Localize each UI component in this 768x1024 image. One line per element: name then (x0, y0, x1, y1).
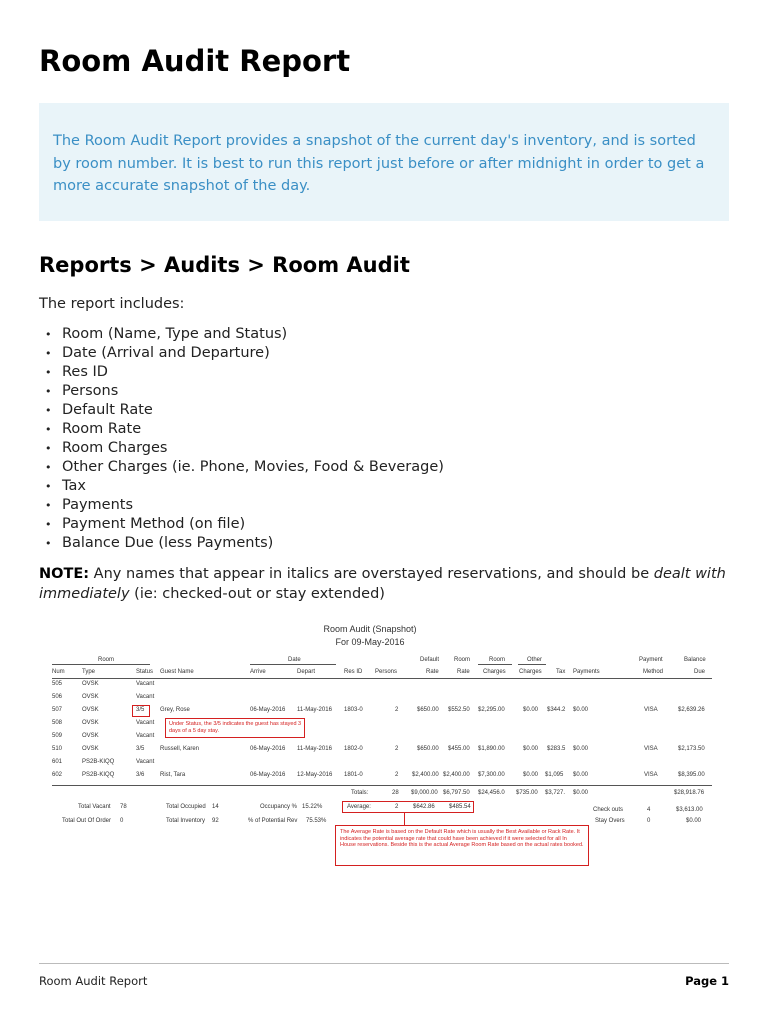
cell-persons: 2 (395, 707, 399, 713)
average-persons: 2 (395, 804, 399, 810)
cell-other-charges: $0.00 (523, 707, 539, 713)
cell-status: Vacant (136, 694, 155, 700)
list-item: • Tax (45, 477, 444, 496)
divider (518, 664, 546, 665)
list-item: • Payments (45, 496, 444, 515)
cell-type: PS2B-KIQQ (82, 772, 115, 778)
cell-method: VISA (644, 707, 658, 713)
cell-depart: 11-May-2016 (297, 746, 332, 752)
table-row (40, 759, 720, 769)
page-number: Page 1 (685, 974, 729, 988)
info-text: The Room Audit Report provides a snapshot of the current day's inventory, and is sorted by room number. It is best to run this report just before or after midnight in order to get a more accurate snapshot of the day. (53, 133, 705, 194)
cell-persons: 2 (395, 772, 399, 778)
group-header-default: Default (420, 657, 440, 663)
table-row (40, 733, 720, 743)
cell-status: 3/6 (136, 772, 145, 778)
status-highlight-box (132, 705, 150, 717)
cell-payments: $0.00 (573, 746, 589, 752)
footer-divider (39, 963, 729, 964)
page-title: Room Audit Report (39, 44, 351, 78)
group-header-room-charges: Room (489, 657, 506, 663)
cell-num: 510 (52, 746, 63, 752)
cell-guest: Rist, Tara (160, 772, 186, 778)
status-annotation-text: Under Status, the 3/5 indicates the guest has stayed 3 days of a 5 day stay. (169, 721, 302, 734)
col-method: Method (643, 669, 664, 675)
average-rate: $642.86 (413, 804, 435, 810)
note-paragraph (39, 565, 729, 604)
col-roomrate: Rate (457, 669, 470, 675)
room-audit-report-image (40, 620, 720, 880)
cell-type: OVSK (82, 720, 99, 726)
col-due: Due (694, 669, 706, 675)
group-header-room: Room (98, 657, 115, 663)
cell-charges: $7,300.00 (478, 772, 505, 778)
cell-due: $8,395.00 (678, 772, 705, 778)
col-type: Type (82, 669, 96, 675)
totals-label: Totals: (351, 790, 369, 796)
cell-arrive: 06-May-2016 (250, 707, 286, 713)
info-callout (39, 103, 729, 221)
cell-arrive: 06-May-2016 (250, 746, 286, 752)
stayovers-amount: $0.00 (686, 818, 702, 824)
intro-text: The report includes: (39, 296, 185, 312)
checkouts-count: 4 (647, 807, 651, 813)
cell-num: 602 (52, 772, 63, 778)
cell-tax: $344.2 (547, 707, 566, 713)
cell-num: 507 (52, 707, 63, 713)
divider (478, 664, 512, 665)
cell-persons: 2 (395, 746, 399, 752)
cell-roomrate: $455.00 (448, 746, 470, 752)
cell-other-charges: $0.00 (523, 772, 539, 778)
cell-type: OVSK (82, 681, 99, 687)
col-guest: Guest Name (160, 669, 194, 675)
list-item: • Room Rate (45, 420, 444, 439)
cell-payments: $0.00 (573, 772, 589, 778)
cell-depart: 12-May-2016 (297, 772, 333, 778)
col-arrive: Arrive (250, 669, 266, 675)
cell-roomrate: $2,400.00 (443, 772, 470, 778)
table-row (40, 681, 720, 691)
cell-type: OVSK (82, 746, 99, 752)
report-title: Room Audit (Snapshot) (323, 624, 417, 634)
group-header-room-rate: Room (454, 657, 471, 663)
divider (52, 664, 150, 665)
cell-resid: 1803-0 (344, 707, 363, 713)
col-rate: Rate (426, 669, 439, 675)
cell-resid: 1802-0 (344, 746, 363, 752)
cell-depart: 11-May-2016 (297, 707, 332, 713)
total-vacant-label: Total Vacant (78, 804, 111, 810)
group-header-date: Date (288, 657, 301, 663)
cell-type: OVSK (82, 733, 99, 739)
note-text-1: Any names that appear in italics are overstayed reservations, and should be (89, 566, 654, 582)
col-resid: Res ID (344, 669, 363, 675)
list-item: • Persons (45, 382, 444, 401)
list-item: • Payment Method (on file) (45, 515, 444, 534)
table-row (40, 694, 720, 704)
col-num: Num (52, 669, 65, 675)
total-ooo-label: Total Out Of Order (62, 818, 112, 824)
group-header-other: Other (527, 657, 543, 663)
col-persons: Persons (375, 669, 398, 675)
note-label: NOTE: (39, 566, 90, 582)
cell-charges: $1,890.00 (478, 746, 505, 752)
note-text-2: (ie: checked-out or stay extended) (129, 585, 385, 602)
average-highlight-box (342, 801, 474, 813)
totals-rate: $9,000.00 (411, 790, 438, 796)
group-header-payment: Payment (639, 657, 663, 663)
total-inventory-value: 92 (212, 818, 219, 824)
totals-roomrate: $6,797.50 (443, 790, 470, 796)
total-occupied-label: Total Occupied (166, 804, 206, 810)
list-item: • Balance Due (less Payments) (45, 534, 444, 553)
cell-tax: $283.5 (547, 746, 566, 752)
annotation-connector (404, 813, 405, 825)
totals-other-charges: $735.00 (516, 790, 538, 796)
average-label: Average: (347, 804, 371, 810)
list-item: • Date (Arrival and Departure) (45, 344, 444, 363)
totals-due: $28,918.76 (674, 790, 705, 796)
occupancy-label: Occupancy % (260, 804, 298, 810)
cell-guest: Grey, Rose (160, 707, 190, 713)
table-row (40, 772, 720, 782)
potential-rev-value: 75.53% (306, 818, 327, 824)
cell-arrive: 06-May-2016 (250, 772, 286, 778)
report-subtitle: For 09-May-2016 (335, 637, 405, 647)
occupancy-value: 15.22% (302, 804, 323, 810)
checkouts-label: Check outs (593, 807, 624, 813)
cell-method: VISA (644, 746, 658, 752)
cell-num: 505 (52, 681, 63, 687)
cell-tax: $1,095 (545, 772, 564, 778)
cell-guest: Russell, Karen (160, 746, 200, 752)
col-other-charges: Charges (519, 669, 542, 675)
average-annotation-text: The Average Rate is based on the Default Rate which is usually the Best Available or Rack Rate. It indicates the potential average rate that could have been achieved if it were selected for all In House reservations. Beside this is the actual Average Room Rate based on the actual rates booked. (340, 829, 584, 848)
cell-due: $2,639.26 (678, 707, 705, 713)
total-vacant-value: 78 (120, 804, 127, 810)
breadcrumb-heading: Reports > Audits > Room Audit (39, 253, 410, 277)
group-header-balance: Balance (684, 657, 706, 663)
cell-payments: $0.00 (573, 707, 589, 713)
cell-method: VISA (644, 772, 658, 778)
col-tax: Tax (556, 669, 566, 675)
cell-resid: 1801-0 (344, 772, 363, 778)
table-row (40, 746, 720, 756)
list-item: • Default Rate (45, 401, 444, 420)
cell-status: 3/5 (136, 746, 145, 752)
cell-status: Vacant (136, 681, 155, 687)
col-payments: Payments (573, 669, 600, 675)
cell-rate: $2,400.00 (412, 772, 439, 778)
cell-status: Vacant (136, 720, 155, 726)
cell-roomrate: $552.50 (448, 707, 470, 713)
divider (250, 664, 336, 665)
cell-other-charges: $0.00 (523, 746, 539, 752)
stayovers-label: Stay Overs (595, 818, 625, 824)
cell-charges: $2,295.00 (478, 707, 505, 713)
list-item: • Room Charges (45, 439, 444, 458)
stayovers-count: 0 (647, 818, 651, 824)
list-item: • Other Charges (ie. Phone, Movies, Food & Beverage) (45, 458, 444, 477)
potential-rev-label: % of Potential Rev (248, 818, 298, 824)
average-roomrate: $485.54 (449, 804, 471, 810)
report-contents-list (45, 325, 444, 553)
col-charges: Charges (483, 669, 506, 675)
totals-persons: 28 (392, 790, 399, 796)
cell-type: OVSK (82, 694, 99, 700)
col-depart: Depart (297, 669, 316, 675)
cell-rate: $650.00 (417, 746, 439, 752)
totals-charges: $24,456.0 (478, 790, 505, 796)
cell-rate: $650.00 (417, 707, 439, 713)
cell-due: $2,173.50 (678, 746, 705, 752)
checkouts-amount: $3,613.00 (676, 807, 703, 813)
note-emphasis: dealt with immediately (39, 566, 726, 602)
average-annotation-box (335, 825, 589, 866)
list-item: • Room (Name, Type and Status) (45, 325, 444, 344)
cell-type: PS2B-KIQQ (82, 759, 115, 765)
cell-status: Vacant (136, 759, 155, 765)
totals-tax: $3,727. (545, 790, 566, 796)
table-row (40, 720, 720, 730)
cell-num: 508 (52, 720, 63, 726)
cell-status: 3/5 (136, 707, 145, 713)
footer-doc-title: Room Audit Report (39, 974, 148, 988)
cell-num: 506 (52, 694, 63, 700)
total-occupied-value: 14 (212, 804, 219, 810)
cell-num: 509 (52, 733, 63, 739)
header-divider (52, 678, 712, 679)
total-ooo-value: 0 (120, 818, 124, 824)
list-item: • Res ID (45, 363, 444, 382)
cell-type: OVSK (82, 707, 99, 713)
totals-divider (52, 785, 712, 786)
cell-num: 601 (52, 759, 63, 765)
total-inventory-label: Total Inventory (166, 818, 206, 824)
cell-status: Vacant (136, 733, 155, 739)
col-status: Status (136, 669, 154, 675)
totals-payments: $0.00 (573, 790, 589, 796)
